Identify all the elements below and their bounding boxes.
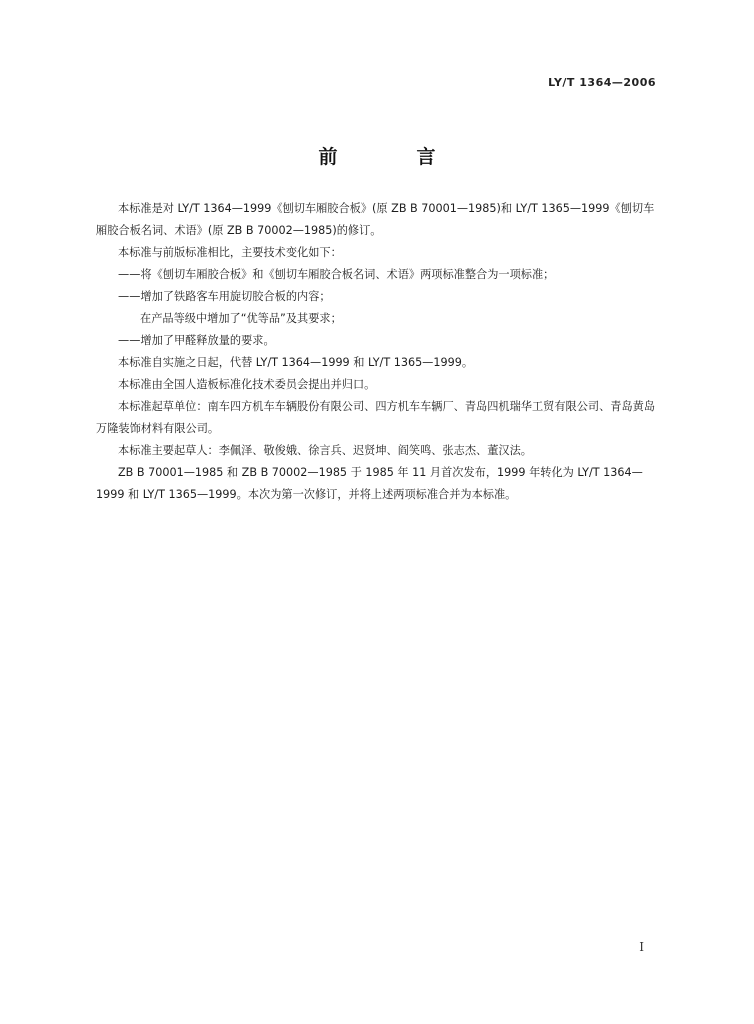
- page-number: I: [639, 940, 644, 954]
- foreword-body: [96, 198, 662, 506]
- paragraph-changes-intro: 本标准与前版标准相比，主要技术变化如下：: [118, 246, 342, 259]
- change-item-formaldehyde: ——增加了甲醛释放量的要求。: [118, 334, 275, 347]
- paragraph-history: ZB B 70001—1985 和 ZB B 70002—1985 于 1985 年 11 月首次发布，1999 年转化为 LY/T 1364—1999 和 LY/T 1365—1999。本次为第一次修订，并将上述两项标准合并为本标准。: [96, 466, 643, 501]
- standard-code: LY/T 1364—2006: [548, 76, 656, 89]
- paragraph-replaces: 本标准自实施之日起，代替 LY/T 1364—1999 和 LY/T 1365—1999。: [118, 356, 474, 369]
- paragraph-drafting-units: 本标准起草单位：南车四方机车车辆股份有限公司、四方机车车辆厂、青岛四机瑞华工贸有限公司、青岛黄岛万隆装饰材料有限公司。: [96, 400, 656, 435]
- page-title: 前 言: [318, 146, 466, 168]
- paragraph-proposed-by: 本标准由全国人造板标准化技术委员会提出并归口。: [118, 378, 376, 391]
- change-item-rotary-veneer: ——增加了铁路客车用旋切胶合板的内容；: [118, 290, 331, 303]
- paragraph-drafters: 本标准主要起草人：李佩泽、敬俊娥、徐言兵、迟贤坤、阎笑鸣、张志杰、董汉法。: [118, 444, 532, 457]
- change-subitem-premium-grade: 在产品等级中增加了“优等品”及其要求；: [140, 312, 342, 325]
- paragraph-revision-statement: 本标准是对 LY/T 1364—1999《刨切车厢胶合板》(原 ZB B 70001—1985)和 LY/T 1365—1999《刨切车厢胶合板名词、术语》(原 ZB B 70002—1985)的修订。: [96, 202, 655, 237]
- change-item-merge: ——将《刨切车厢胶合板》和《刨切车厢胶合板名词、术语》两项标准整合为一项标准；: [118, 268, 555, 281]
